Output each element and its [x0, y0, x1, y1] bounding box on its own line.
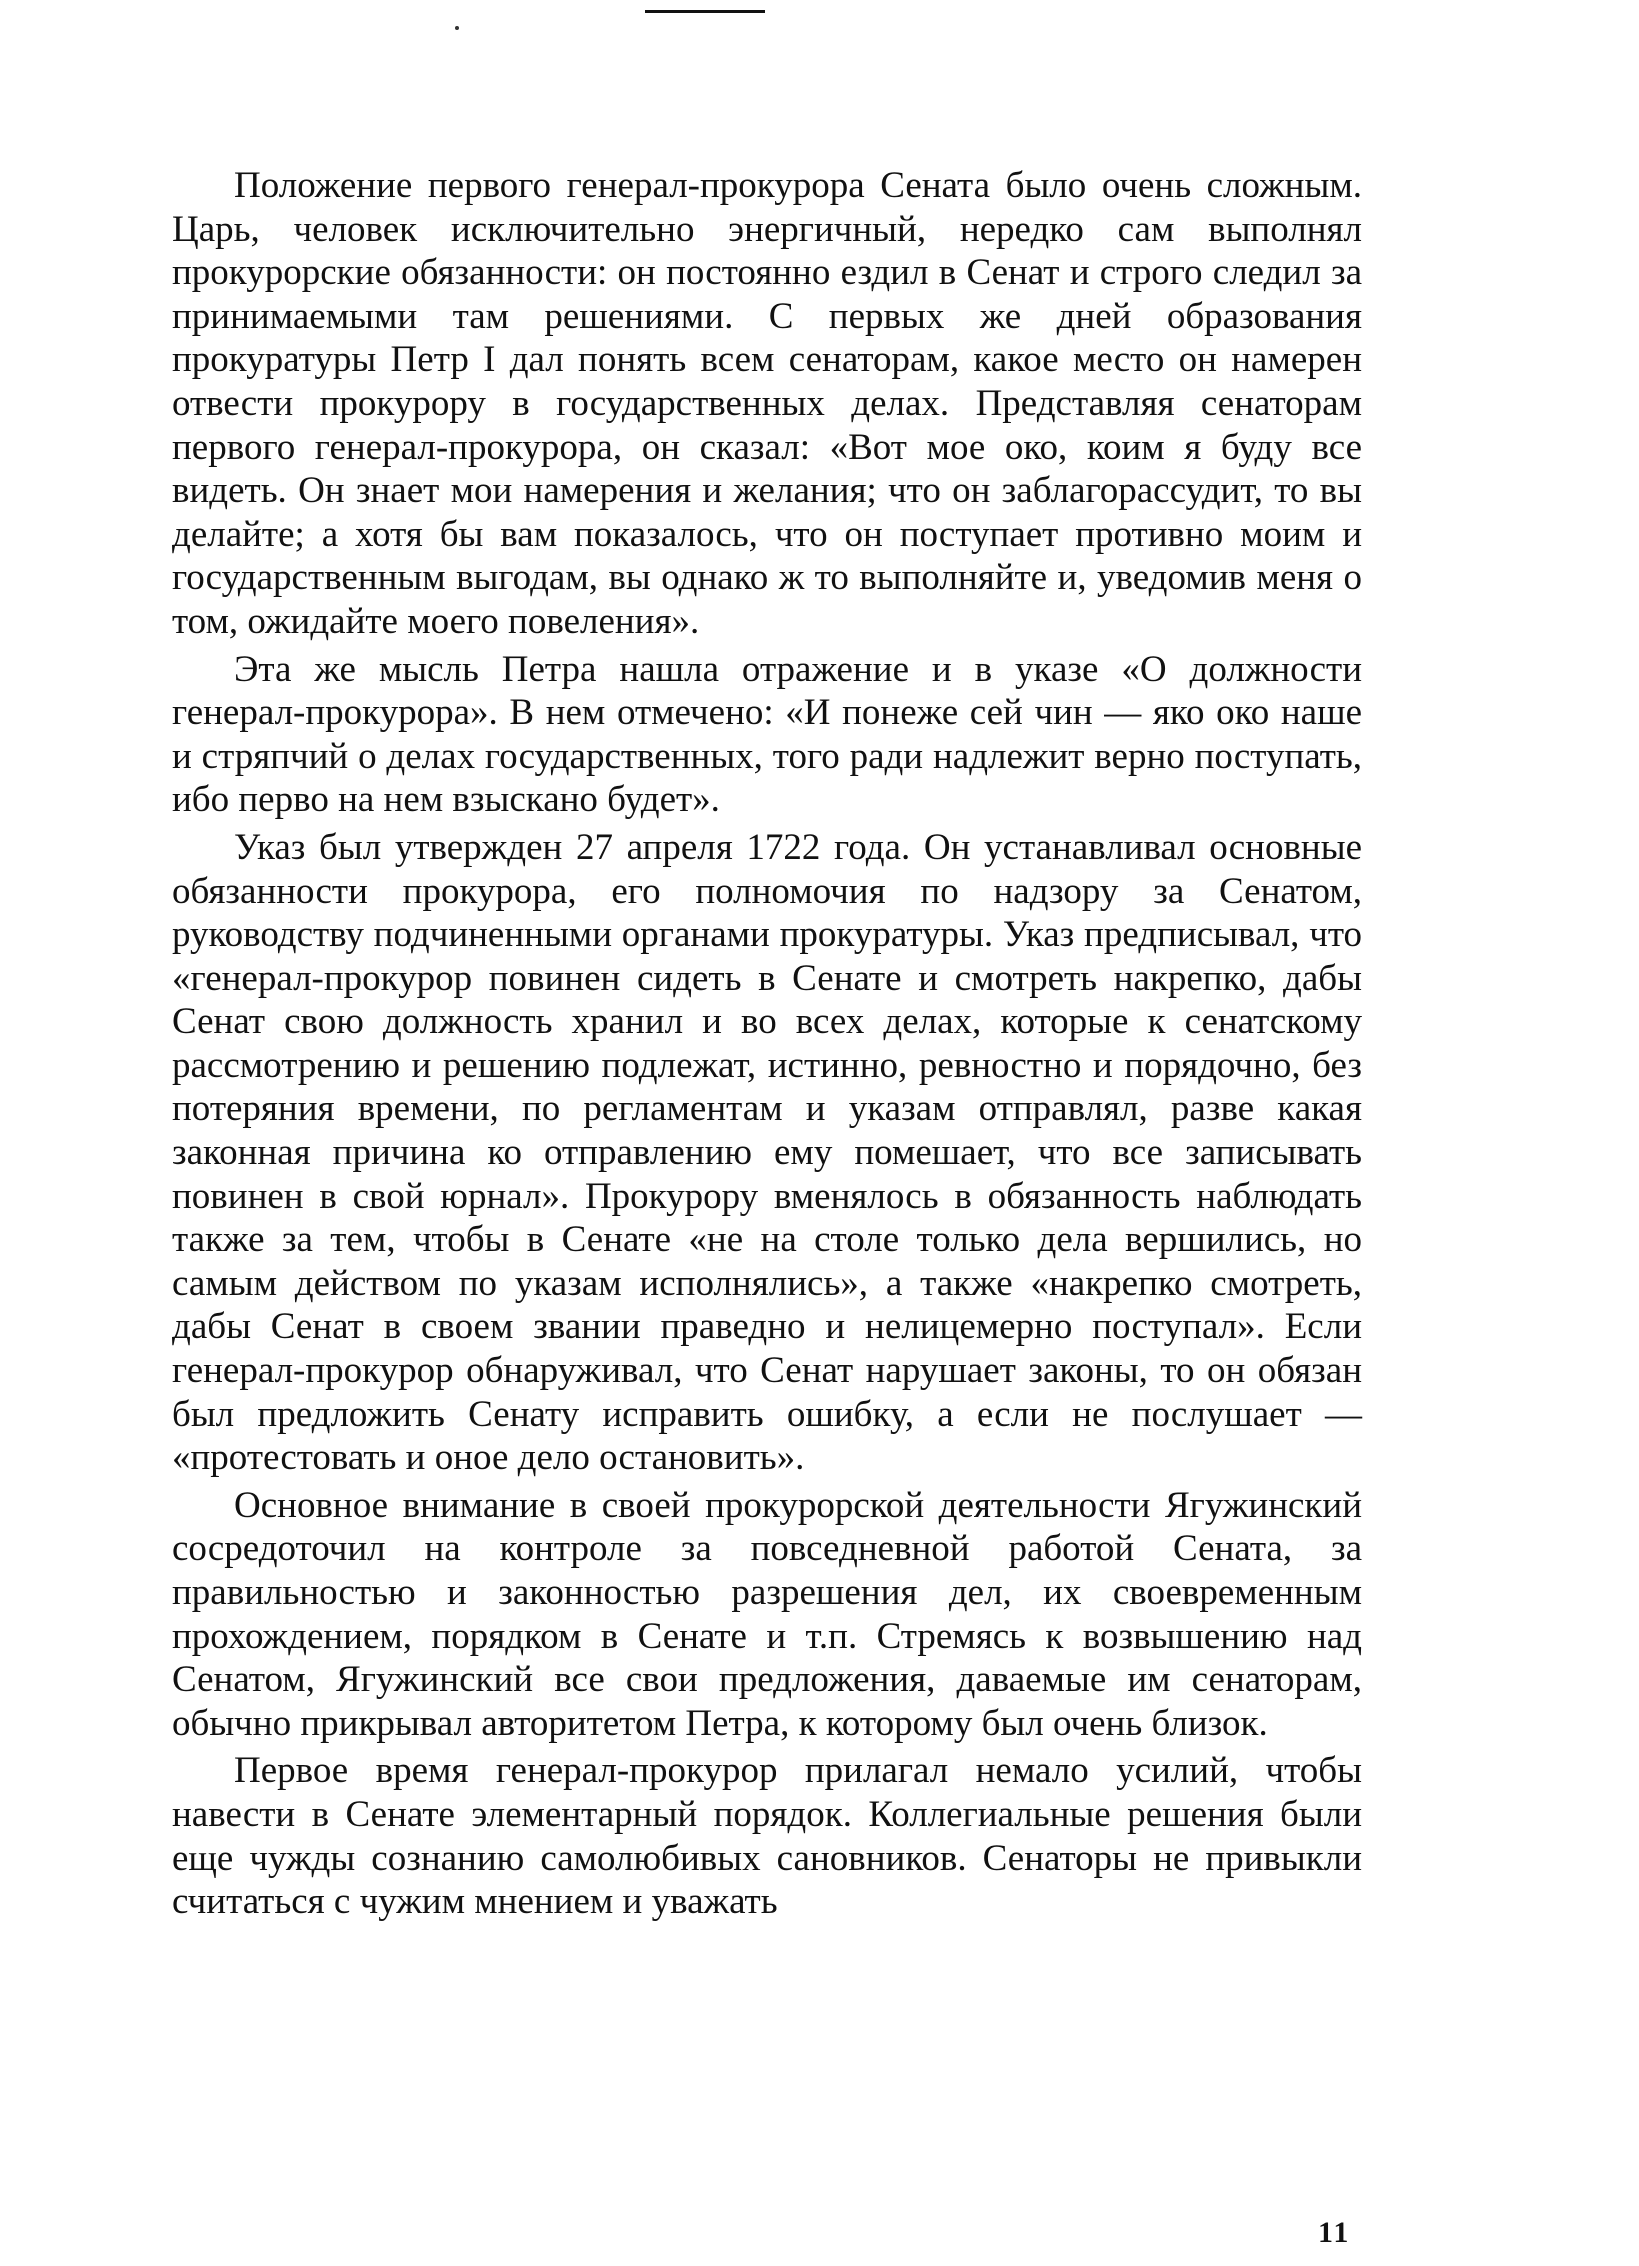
paragraph-5: Первое время генерал-прокурор прилагал немало усилий, чтобы навести в Сенате элементарный порядок. Коллегиальные решения были еще чужды сознанию самолюбивых сановников. Сенаторы не привыкли считаться с чужим мнением и уважать [172, 1750, 1362, 1923]
paragraph-4: Основное внимание в своей прокурорской деятельности Ягужинский сосредоточил на контроле за повседневной работой Сената, за правильностью и законностью разрешения дел, их своевременным прохождением, порядком в Сенате и т.п. Стремясь к возвышению над Сенатом, Ягужинский все свои предложения, даваемые им сенаторам, обычно прикрывал авторитетом Петра, к которому был очень близок. [172, 1484, 1362, 1744]
paragraph-2: Эта же мысль Петра нашла отражение и в указе «О должности генерал-прокурора». В нем отмечено: «И понеже сей чин — яко око наше и стряпчий о делах государственных, того ради надлежит верно поступать, ибо перво на нем взыскано будет». [172, 648, 1362, 821]
paragraph-3: Указ был утвержден 27 апреля 1722 года. Он устанавливал основные обязанности прокурора, его полномочия по надзору за Сенатом, руководству подчиненными органами прокуратуры. Указ предписывал, что «генерал-прокурор повинен сидеть в Сенате и смотреть накрепко, дабы Сенат свою должность хранил и во всех делах, которые к сенатскому рассмотрению и решению подлежат, истинно, ревностно и порядочно, без потеряния времени, по регламентам и указам отправлял, разве какая законная причина ко отправлению ему помешает, что все записывать повинен в свой юрнал». Прокурору вменялось в обязанность наблюдать также за тем, чтобы в Сенате «не на столе только дела вершились, но самым действом по указам исполнялись», а также «накрепко смотреть, дабы Сенат в своем звании праведно и нелицемерно поступал». Если генерал-прокурор обнаруживал, что Сенат нарушает законы, то он обязан был предложить Сенату исправить ошибку, а если не послушает — «протестовать и оное дело остановить». [172, 826, 1362, 1479]
paragraph-1: Положение первого генерал-прокурора Сената было очень сложным. Царь, человек исключительно энергичный, нередко сам выполнял прокурорские обязанности: он постоянно ездил в Сенат и строго следил за принимаемыми там решениями. С первых же дней образования прокуратуры Петр I дал понять всем сенаторам, какое место он намерен отвести прокурору в государственных делах. Представляя сенаторам первого генерал-прокурора, он сказал: «Вот мое око, коим я буду все видеть. Он знает мои намерения и желания; что он заблагорассудит, то вы делайте; а хотя бы вам показалось, что он поступает противно моим и государственным выгодам, вы однако ж то выполняйте и, уведомив меня о том, ожидайте моего повеления». [172, 165, 1362, 642]
header-rule [645, 10, 765, 13]
body-text [172, 164, 1362, 1928]
page-number: 11 [1318, 2216, 1351, 2249]
scan-speck [455, 26, 459, 30]
